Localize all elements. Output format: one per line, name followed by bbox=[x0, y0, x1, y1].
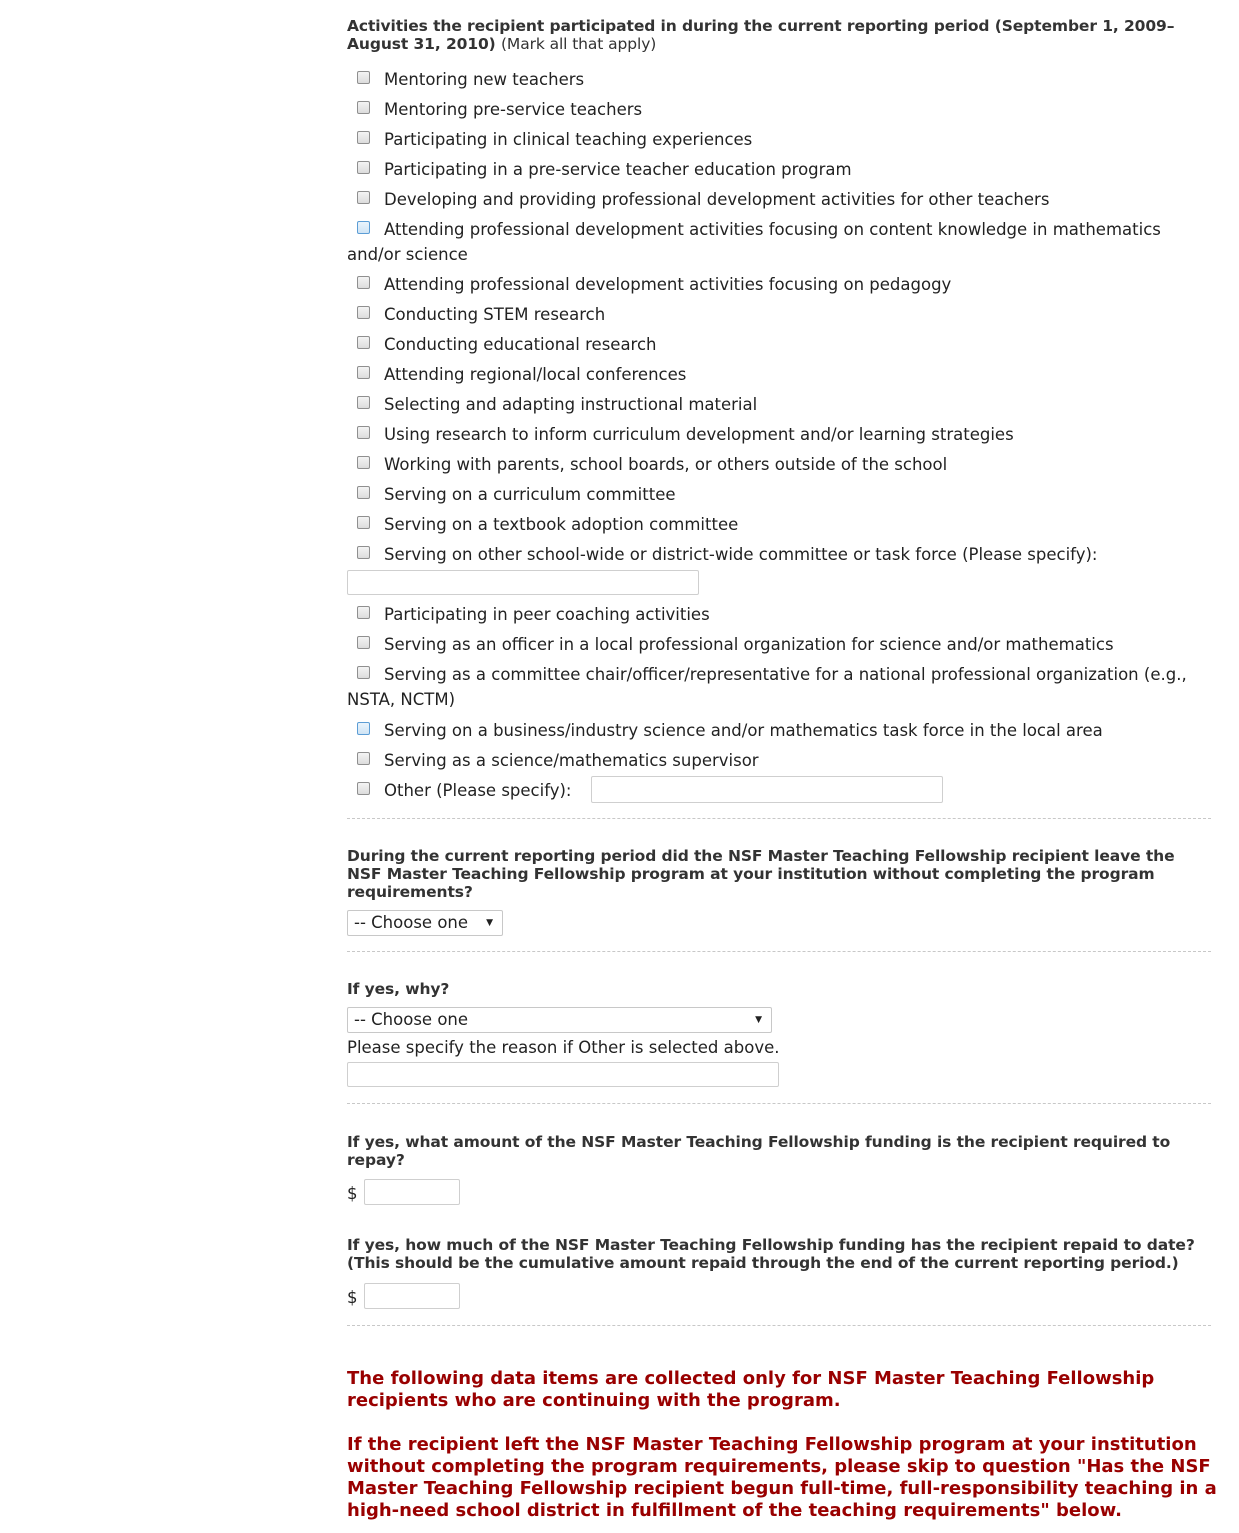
activities-question bbox=[347, 17, 1211, 53]
activity-checkbox[interactable] bbox=[357, 221, 370, 234]
repay-required-question: If yes, what amount of the NSF Master Teaching Fellowship funding is the recipient required to repay? bbox=[347, 1133, 1171, 1169]
activity-label: Mentoring new teachers bbox=[384, 70, 585, 89]
activity-label: Serving on a textbook adoption committee bbox=[384, 515, 739, 534]
activity-item[interactable] bbox=[347, 97, 1211, 122]
activity-item[interactable] bbox=[347, 157, 1211, 182]
activity-label: Conducting educational research bbox=[384, 335, 657, 354]
activity-label: Using research to inform curriculum development and/or learning strategies bbox=[384, 425, 1014, 444]
committee-specify-input[interactable] bbox=[347, 570, 699, 595]
section-divider bbox=[347, 1325, 1211, 1326]
activity-label: Developing and providing professional development activities for other teachers bbox=[384, 190, 1050, 209]
activity-label: Serving on a curriculum committee bbox=[384, 485, 676, 504]
activity-item[interactable] bbox=[347, 127, 1211, 152]
left-program-select[interactable] bbox=[347, 910, 503, 936]
activity-item[interactable] bbox=[347, 482, 1211, 507]
activity-checkbox[interactable] bbox=[357, 366, 370, 379]
activity-label: Serving as a science/mathematics supervisor bbox=[384, 751, 759, 770]
why-select[interactable] bbox=[347, 1007, 772, 1033]
why-other-input[interactable] bbox=[347, 1062, 779, 1087]
repaid-to-date-currency: $ bbox=[347, 1288, 358, 1307]
activity-item[interactable] bbox=[347, 662, 1211, 712]
activity-item[interactable] bbox=[347, 718, 1211, 743]
activity-item[interactable] bbox=[347, 332, 1211, 357]
other-specify-input[interactable] bbox=[591, 776, 943, 803]
activity-item[interactable] bbox=[347, 748, 1211, 773]
activity-checkbox[interactable] bbox=[357, 516, 370, 529]
activity-item[interactable] bbox=[347, 272, 1211, 297]
activity-checkbox[interactable] bbox=[357, 101, 370, 114]
activity-checkbox[interactable] bbox=[357, 606, 370, 619]
repay-required-input[interactable] bbox=[364, 1179, 460, 1205]
activity-checkbox[interactable] bbox=[357, 752, 370, 765]
activity-item[interactable] bbox=[347, 187, 1211, 212]
activity-checkbox[interactable] bbox=[357, 191, 370, 204]
activity-checkbox[interactable] bbox=[357, 426, 370, 439]
left-program-question: During the current reporting period did the NSF Master Teaching Fellowship recipient leave the NSF Master Teaching Fellowship program at your institution without completing the program requirements? bbox=[347, 847, 1175, 901]
activity-checkbox[interactable] bbox=[357, 456, 370, 469]
activity-item[interactable] bbox=[347, 302, 1211, 327]
why-other-hint: Please specify the reason if Other is selected above. bbox=[347, 1038, 780, 1057]
activity-item[interactable] bbox=[347, 632, 1211, 657]
activity-label: Serving as a committee chair/officer/representative for a national professional organization (e.g., NSTA, NCTM) bbox=[347, 665, 1187, 709]
why-question: If yes, why? bbox=[347, 980, 450, 998]
activity-item[interactable] bbox=[347, 602, 1211, 627]
repaid-to-date-input[interactable] bbox=[364, 1283, 460, 1309]
activity-label: Working with parents, school boards, or others outside of the school bbox=[384, 455, 948, 474]
activity-checkbox[interactable] bbox=[357, 486, 370, 499]
activity-item[interactable] bbox=[347, 392, 1211, 417]
activity-item[interactable] bbox=[347, 542, 1211, 567]
activity-label: Participating in a pre-service teacher education program bbox=[384, 160, 852, 179]
activity-label: Participating in peer coaching activities bbox=[384, 605, 710, 624]
activity-checkbox[interactable] bbox=[357, 161, 370, 174]
activity-label: Conducting STEM research bbox=[384, 305, 606, 324]
activity-label: Other (Please specify): bbox=[384, 781, 572, 800]
activity-item[interactable] bbox=[347, 452, 1211, 477]
activity-label: Serving on a business/industry science and/or mathematics task force in the local area bbox=[384, 721, 1103, 740]
chevron-down-icon: ▼ bbox=[755, 1015, 762, 1025]
activities-title: Activities the recipient participated in during the current reporting period (September 1, 2009–August 31, 2010) bbox=[347, 17, 1175, 53]
activity-label: Serving as an officer in a local professional organization for science and/or mathematics bbox=[384, 635, 1114, 654]
section-divider bbox=[347, 818, 1211, 819]
activity-item[interactable] bbox=[347, 362, 1211, 387]
why-selected: -- Choose one bbox=[354, 1010, 469, 1029]
activities-hint: (Mark all that apply) bbox=[500, 35, 657, 53]
activity-checkbox[interactable] bbox=[357, 306, 370, 319]
activity-checkbox[interactable] bbox=[357, 722, 370, 735]
activity-item[interactable] bbox=[347, 422, 1211, 447]
repaid-to-date-question: If yes, how much of the NSF Master Teaching Fellowship funding has the recipient repaid to date? (This should be the cumulative amount repaid through the end of the current reporting period.) bbox=[347, 1236, 1195, 1272]
section-divider bbox=[347, 951, 1211, 952]
left-program-selected: -- Choose one bbox=[354, 913, 469, 932]
activity-checkbox[interactable] bbox=[357, 782, 370, 795]
section-divider bbox=[347, 1103, 1211, 1104]
activity-checkbox[interactable] bbox=[357, 396, 370, 409]
activity-checkbox[interactable] bbox=[357, 131, 370, 144]
activity-label: Attending regional/local conferences bbox=[384, 365, 687, 384]
chevron-down-icon: ▼ bbox=[486, 918, 493, 928]
activity-checkbox[interactable] bbox=[357, 666, 370, 679]
activity-item[interactable] bbox=[347, 512, 1211, 537]
activity-checkbox[interactable] bbox=[357, 636, 370, 649]
skip-notice: If the recipient left the NSF Master Teaching Fellowship program at your institution without completing the program requirements, please skip to question "Has the NSF Master Teaching Fellowship recipient begun full-time, full-responsibility teaching in a high-need school district in fulfillment of the teaching requirements" below. bbox=[347, 1434, 1217, 1521]
continuing-notice: The following data items are collected only for NSF Master Teaching Fellowship recipients who are continuing with the program. bbox=[347, 1368, 1155, 1411]
activity-item[interactable] bbox=[347, 67, 1211, 92]
activity-label: Participating in clinical teaching experiences bbox=[384, 130, 753, 149]
repay-required-currency: $ bbox=[347, 1184, 358, 1203]
activity-item[interactable] bbox=[347, 217, 1211, 267]
activity-checkbox[interactable] bbox=[357, 276, 370, 289]
activity-label: Attending professional development activities focusing on content knowledge in mathematics and/or science bbox=[347, 220, 1161, 264]
activity-label: Attending professional development activities focusing on pedagogy bbox=[384, 275, 952, 294]
activity-label: Selecting and adapting instructional material bbox=[384, 395, 758, 414]
activity-label: Mentoring pre-service teachers bbox=[384, 100, 643, 119]
activity-checkbox[interactable] bbox=[357, 336, 370, 349]
activity-checkbox[interactable] bbox=[357, 71, 370, 84]
activity-checkbox[interactable] bbox=[357, 546, 370, 559]
activity-label: Serving on other school-wide or district-wide committee or task force (Please specify): bbox=[384, 545, 1098, 564]
